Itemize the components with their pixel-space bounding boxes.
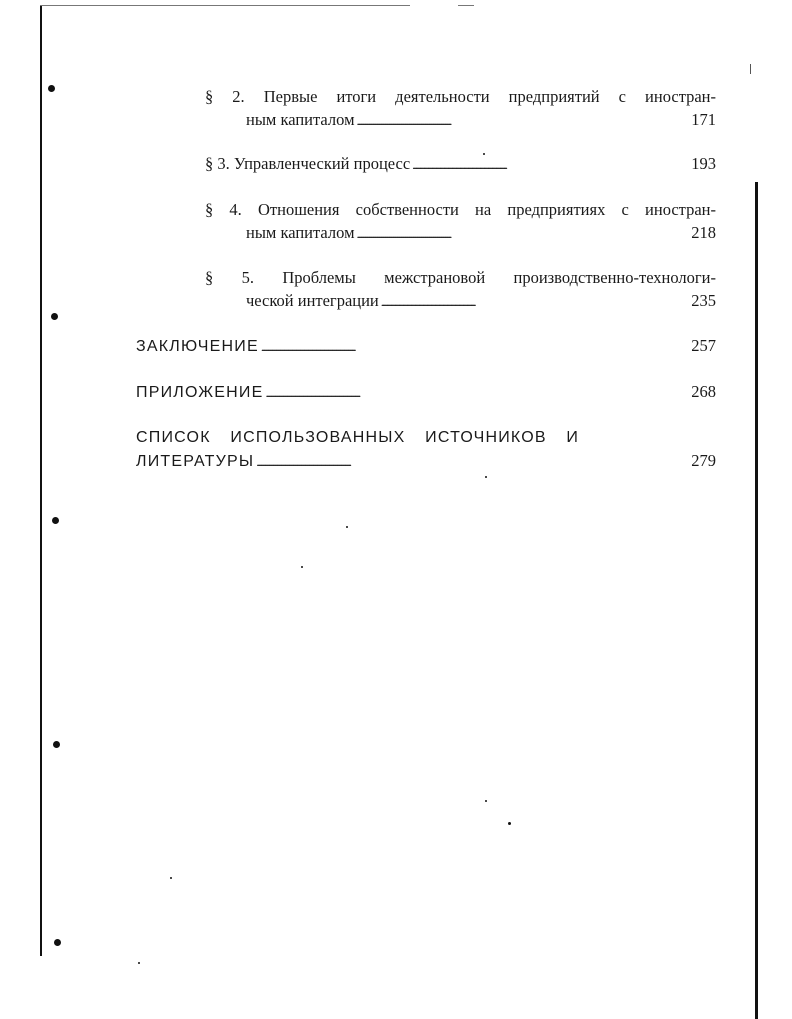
scan-border-top xyxy=(40,5,410,6)
leader-dots xyxy=(265,380,689,405)
scan-border-right xyxy=(755,182,758,1019)
binding-hole-mark xyxy=(53,741,60,748)
toc-section-2-page: 171 xyxy=(691,110,716,129)
toc-section-2 xyxy=(205,85,716,133)
scan-speck xyxy=(485,476,487,478)
toc-references-page: 279 xyxy=(691,451,716,470)
leader-dots xyxy=(412,152,689,177)
toc-section-5-title-line2: ческой интеграции xyxy=(246,291,379,310)
scan-border-left xyxy=(40,6,42,956)
scan-speck xyxy=(508,822,511,825)
toc-references-title-line2: ЛИТЕРАТУРЫ xyxy=(136,453,255,470)
toc-section-3-title: § 3. Управленческий процесс xyxy=(205,154,411,173)
scan-speck xyxy=(138,962,140,964)
scan-tick-right xyxy=(750,64,751,74)
toc-section-3 xyxy=(205,152,716,177)
toc-appendix xyxy=(136,380,716,405)
toc-section-5-page: 235 xyxy=(691,291,716,310)
toc-section-5 xyxy=(205,266,716,314)
scan-speck xyxy=(301,566,303,568)
toc-section-4 xyxy=(205,198,716,246)
toc-references-title-line1: СПИСОК ИСПОЛЬЗОВАННЫХ ИСТОЧНИКОВ И xyxy=(136,429,580,446)
toc-section-5-title-line1: § 5. Проблемы межстрановой производственно-технологи- xyxy=(205,268,716,287)
toc-references xyxy=(136,426,716,474)
toc-section-3-page: 193 xyxy=(691,154,716,173)
scan-speck xyxy=(346,526,348,528)
scan-border-top-right xyxy=(458,5,474,6)
toc-section-2-title-line1: § 2. Первые итоги деятельности предприятий с иностран- xyxy=(205,87,716,106)
toc-conclusion xyxy=(136,334,716,359)
binding-hole-mark xyxy=(54,939,61,946)
toc-appendix-page: 268 xyxy=(691,382,716,401)
toc-section-4-title-line2: ным капиталом xyxy=(246,223,355,242)
toc-conclusion-title: ЗАКЛЮЧЕНИЕ xyxy=(136,338,259,355)
toc-section-4-page: 218 xyxy=(691,223,716,242)
toc-section-4-title-line1: § 4. Отношения собственности на предприятиях с иностран- xyxy=(205,200,716,219)
scan-speck xyxy=(170,877,172,879)
leader-dots xyxy=(261,334,689,359)
leader-dots xyxy=(357,221,690,246)
leader-dots xyxy=(381,289,689,314)
leader-dots xyxy=(256,449,689,474)
binding-hole-mark xyxy=(51,313,58,320)
binding-hole-mark xyxy=(52,517,59,524)
toc-appendix-title: ПРИЛОЖЕНИЕ xyxy=(136,384,264,401)
binding-hole-mark xyxy=(48,85,55,92)
toc-section-2-title-line2: ным капиталом xyxy=(246,110,355,129)
toc-conclusion-page: 257 xyxy=(691,336,716,355)
leader-dots xyxy=(357,108,690,133)
scan-speck xyxy=(485,800,487,802)
